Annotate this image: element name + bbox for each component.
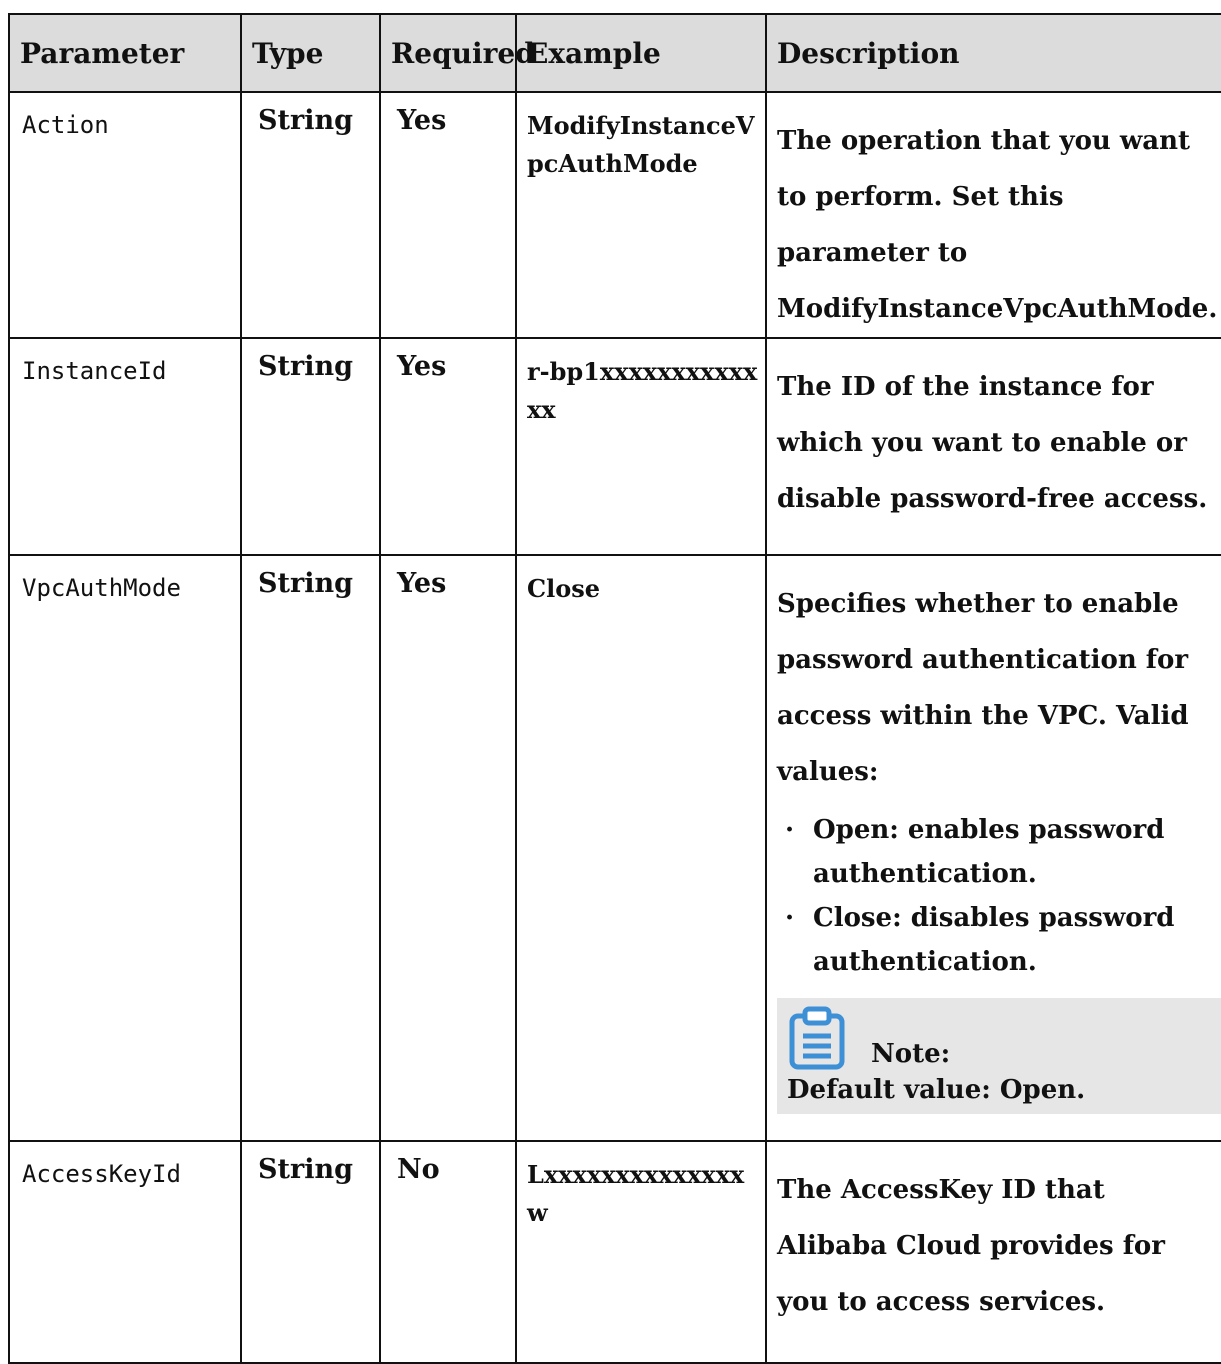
param-name: InstanceId (9, 338, 241, 555)
param-description: The ID of the instance for which you want to enable or disable password-free access. (766, 338, 1221, 555)
table-row (9, 555, 1221, 1141)
param-required: Yes (380, 338, 516, 555)
param-type: String (241, 555, 380, 1141)
param-required: Yes (380, 555, 516, 1141)
list-item (777, 896, 1221, 984)
param-description: The AccessKey ID that Alibaba Cloud provides for you to access services. (766, 1141, 1221, 1363)
table-header-row (9, 14, 1221, 92)
note-box (777, 998, 1221, 1114)
param-required: Yes (380, 92, 516, 338)
list-item (777, 808, 1221, 896)
note-header (787, 1006, 1216, 1070)
table-row (9, 92, 1221, 338)
param-type: String (241, 1141, 380, 1363)
param-example: r-bp1xxxxxxxxxxxxx (516, 338, 766, 555)
param-name: VpcAuthMode (9, 555, 241, 1141)
param-description: The operation that you want to perform. Set this parameter to ModifyInstanceVpcAuthMode. (766, 92, 1221, 338)
param-name: Action (9, 92, 241, 338)
note-title: Note: (871, 1039, 951, 1069)
list-item-text: Close: disables password authentication. (813, 903, 1175, 977)
clipboard-note-icon (787, 1006, 847, 1070)
param-description: Specifies whether to enable password authentication for access within the VPC. Valid values: (777, 589, 1189, 787)
header-description: Description (766, 14, 1221, 92)
valid-values-list (777, 808, 1221, 984)
note-text: Default value: Open. (787, 1075, 1086, 1105)
param-type: String (241, 338, 380, 555)
table-row (9, 338, 1221, 555)
header-required: Required (380, 14, 516, 92)
header-type: Type (241, 14, 380, 92)
bullet-marker: · (785, 815, 795, 845)
header-example: Example (516, 14, 766, 92)
bullet-marker: · (785, 903, 795, 933)
param-type: String (241, 92, 380, 338)
parameters-table (8, 13, 1221, 1364)
param-required: No (380, 1141, 516, 1363)
param-example: ModifyInstanceVpcAuthMode (516, 92, 766, 338)
param-example: Close (516, 555, 766, 1141)
param-name: AccessKeyId (9, 1141, 241, 1363)
param-description-block (766, 555, 1221, 1141)
list-item-text: Open: enables password authentication. (813, 815, 1165, 889)
table-row (9, 1141, 1221, 1363)
header-parameter: Parameter (9, 14, 241, 92)
param-example: Lxxxxxxxxxxxxxxw (516, 1141, 766, 1363)
